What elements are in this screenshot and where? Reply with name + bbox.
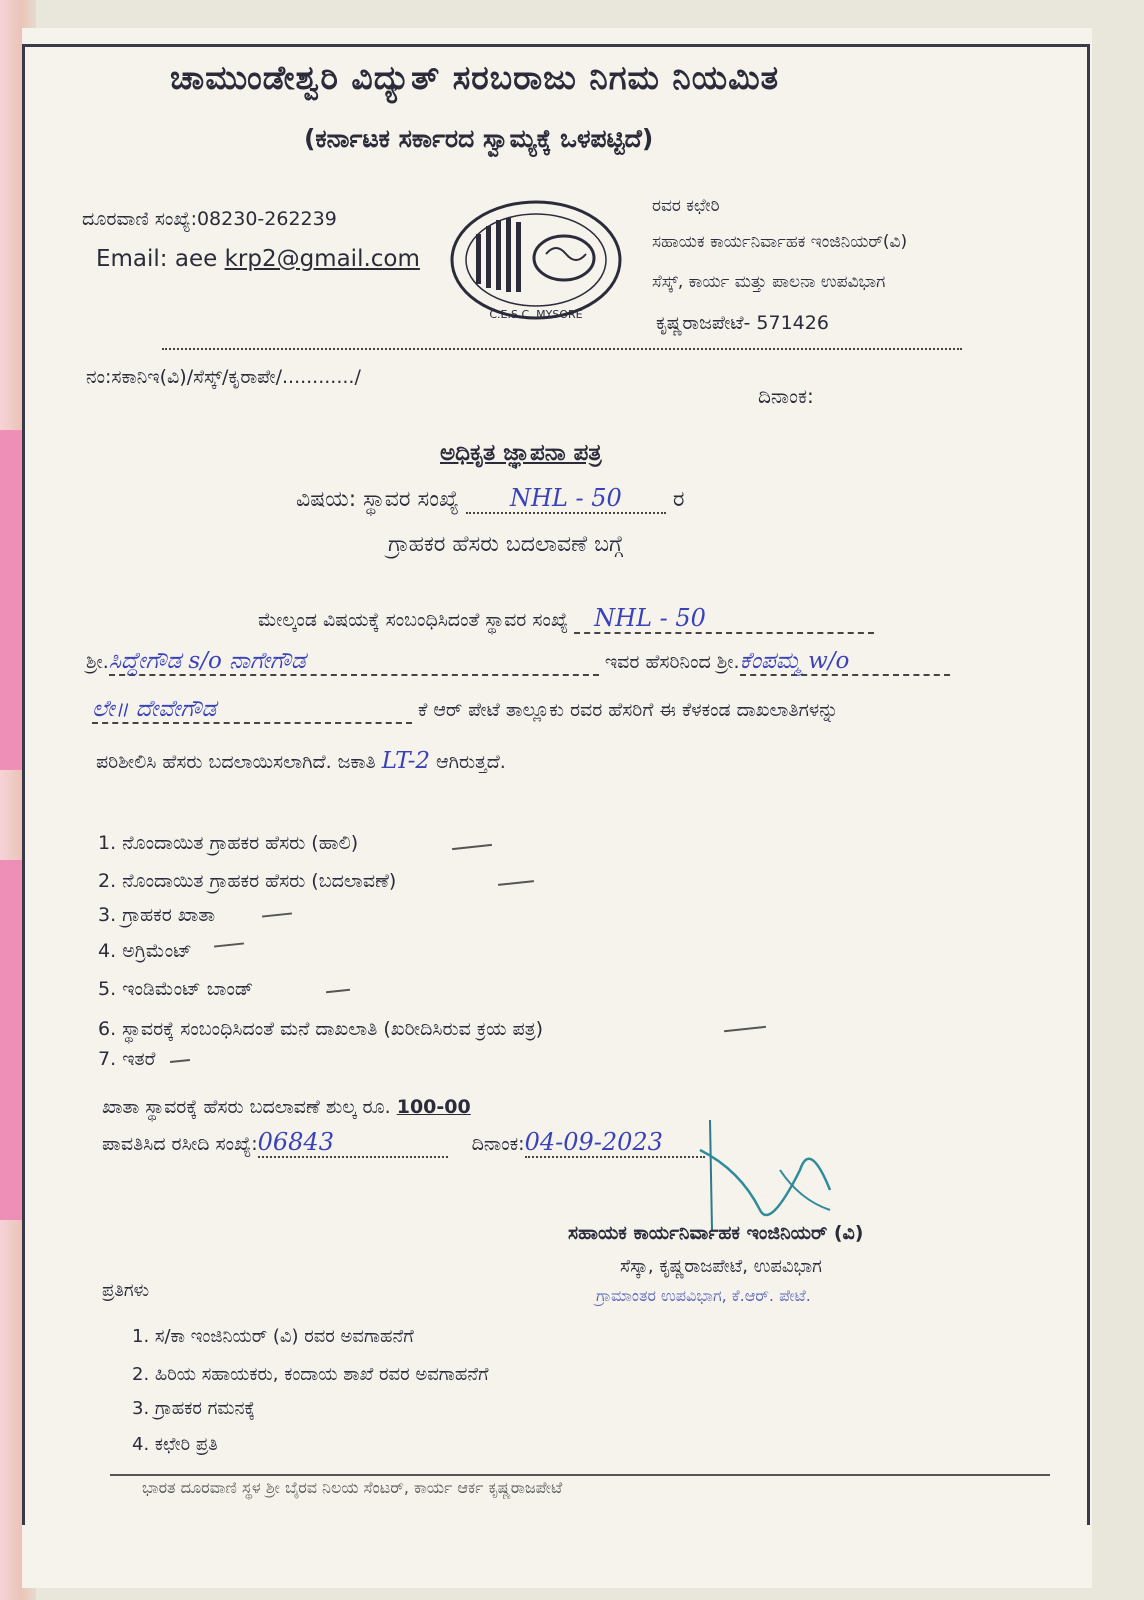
body-line-3-text: ಕೆ ಆರ್ ಪೇಟೆ ತಾಲ್ಲೂಕು ರವರ ಹೆಸರಿಗೆ ಈ ಕೆಳಕಂಡ ದಾಖಲಾತಿಗಳನ್ನು bbox=[418, 699, 839, 721]
email-line bbox=[96, 246, 420, 272]
officer-signature bbox=[690, 1110, 850, 1240]
receipt-date: 04-09-2023 bbox=[525, 1128, 705, 1158]
footer-address: ಭಾರತ ದೂರವಾಣಿ ಸ್ಥಳ ಶ್ರೀ ಬೈರವ ನಿಲಯ ಸೆಂಟರ್, ಕಾರ್ಯ ಆರ್ಕ ಕೃಷ್ಣರಾಜಪೇಟೆ bbox=[142, 1478, 563, 1497]
fee-line bbox=[102, 1096, 471, 1118]
checklist-item: 3. ಗ್ರಾಹಕರ ಖಾತಾ bbox=[98, 904, 216, 926]
subject-line bbox=[296, 484, 685, 514]
body-line-4-text: ಪರಿಶೀಲಿಸಿ ಹೆಸರು ಬದಲಾಯಿಸಲಾಗಿದೆ. ಜಕಾತಿ bbox=[96, 751, 376, 773]
checklist-item: 5. ಇಂಡಿಮೆಂಟ್ ಬಾಂಡ್ bbox=[98, 978, 254, 1000]
office-line-3: ಸೆಸ್ಕ್, ಕಾರ್ಯ ಮತ್ತು ಪಾಲನಾ ಉಪವಿಭಾಗ bbox=[652, 272, 886, 292]
checklist-item: 2. ನೊಂದಾಯಿತ ಗ್ರಾಹಕರ ಹೆಸರು (ಬದಲಾವಣೆ) bbox=[98, 870, 397, 892]
office-line-1: ರವರ ಕಛೇರಿ bbox=[652, 196, 720, 216]
tariff-value: LT-2 bbox=[381, 748, 430, 774]
subject-line-2: ಗ್ರಾಹಕರ ಹೆಸರು ಬದಲಾವಣೆ ಬಗ್ಗೆ bbox=[388, 532, 624, 557]
old-consumer-name: ಸಿದ್ದೇಗೌಡ s/o ನಾಗೇಗೌಡ bbox=[109, 648, 599, 676]
checklist-item: 1. ನೊಂದಾಯಿತ ಗ್ರಾಹಕರ ಹೆಸರು (ಹಾಲಿ) bbox=[98, 832, 359, 854]
phone-line bbox=[82, 208, 337, 230]
receipt-line bbox=[102, 1128, 705, 1158]
body-line-4-suffix: ಆಗಿರುತ್ತದೆ. bbox=[436, 751, 506, 773]
logo-caption: C.E.S.C. MYSORE bbox=[489, 308, 583, 321]
footer-divider bbox=[110, 1474, 1050, 1476]
body-installation-number: NHL - 50 bbox=[574, 604, 874, 634]
cesc-logo bbox=[446, 196, 626, 326]
body-line-1-text: ಮೇಲ್ಕಂಡ ವಿಷಯಕ್ಕೆ ಸಂಬಂಧಿಸಿದಂತೆ ಸ್ಥಾವರ ಸಂಖ್ಯೆ bbox=[258, 609, 569, 631]
memo-heading: ಅಧಿಕೃತ ಜ್ಞಾಪನಾ ಪತ್ರ bbox=[440, 440, 602, 466]
body-line-1 bbox=[258, 604, 874, 634]
date-label: ದಿನಾಂಕ: bbox=[758, 384, 814, 408]
office-line-4: ಕೃಷ್ಣರಾಜಪೇಟೆ- 571426 bbox=[656, 312, 829, 334]
checklist-item: 7. ಇತರೆ bbox=[98, 1048, 156, 1070]
org-subtitle: (ಕರ್ನಾಟಕ ಸರ್ಕಾರದ ಸ್ವಾಮ್ಯಕ್ಕೆ ಒಳಪಟ್ಟಿದೆ) bbox=[304, 124, 654, 153]
body-line-2-prefix: ಶ್ರೀ. bbox=[86, 651, 109, 673]
new-consumer-name: ಕೆಂಪಮ್ಮ w/o bbox=[740, 648, 950, 676]
checklist-item: 6. ಸ್ಥಾವರಕ್ಕೆ ಸಂಬಂಧಿಸಿದಂತೆ ಮನೆ ದಾಖಲಾತಿ (ಖರೀದಿಸಿರುವ ಕ್ರಯ ಪತ್ರ) bbox=[98, 1018, 544, 1040]
copy-recipient: 4. ಕಛೇರಿ ಪ್ರತಿ bbox=[132, 1434, 218, 1455]
subject-prefix: ವಿಷಯ: ಸ್ಥಾವರ ಸಂಖ್ಯೆ bbox=[296, 487, 459, 512]
signatory-title: ಸಹಾಯಕ ಕಾರ್ಯನಿರ್ವಾಹಕ ಇಂಜಿನಿಯರ್ (ವಿ) bbox=[568, 1222, 864, 1244]
body-line-4 bbox=[96, 748, 506, 774]
body-line-2-mid: ಇವರ ಹೆಸರಿನಿಂದ ಶ್ರೀ. bbox=[604, 651, 740, 673]
copy-recipient: 2. ಹಿರಿಯ ಸಹಾಯಕರು, ಕಂದಾಯ ಶಾಖೆ ರವರ ಅವಗಾಹನೆಗೆ bbox=[132, 1364, 489, 1385]
checklist-item: 4. ಅಗ್ರಿಮೆಂಟ್ bbox=[98, 940, 192, 962]
body-line-3 bbox=[92, 696, 838, 724]
header-divider bbox=[162, 348, 962, 350]
phone-number: 08230-262239 bbox=[196, 208, 337, 230]
copy-recipient: 3. ಗ್ರಾಹಕರ ಗಮನಕ್ಕೆ bbox=[132, 1398, 255, 1419]
receipt-label: ಪಾವತಿಸಿದ ರಸೀದಿ ಸಂಖ್ಯೆ: bbox=[102, 1133, 258, 1155]
signatory-office: ಸೆಸ್ಕಾ, ಕೃಷ್ಣರಾಜಪೇಟೆ, ಉಪವಿಭಾಗ bbox=[620, 1256, 822, 1277]
receipt-number: 06843 bbox=[258, 1128, 448, 1158]
subject-installation-number: NHL - 50 bbox=[466, 484, 666, 514]
receipt-date-label: ದಿನಾಂಕ: bbox=[471, 1133, 525, 1155]
body-line-2 bbox=[86, 648, 950, 676]
office-stamp: ಗ್ರಾಮಾಂತರ ಉಪವಿಭಾಗ, ಕೆ.ಆರ್. ಪೇಟೆ. bbox=[596, 1286, 811, 1305]
email-label: Email: aee bbox=[96, 246, 225, 272]
email-address: krp2@gmail.com bbox=[224, 246, 420, 272]
reference-number: ನಂ:ಸಕಾನಿಇ(ವಿ)/ಸೆಸ್ಕ್/ಕೃರಾಪೇ/............/ bbox=[86, 366, 361, 388]
subject-suffix: ರ bbox=[672, 487, 685, 512]
fee-amount: 100-00 bbox=[396, 1096, 471, 1118]
copies-label: ಪ್ರತಿಗಳು bbox=[102, 1280, 150, 1301]
phone-label: ದೂರವಾಣಿ ಸಂಖ್ಯೆ: bbox=[82, 208, 197, 230]
org-name: ಚಾಮುಂಡೇಶ್ವರಿ ವಿದ್ಯುತ್ ಸರಬರಾಜು ನಿಗಮ ನಿಯಮಿತ bbox=[170, 58, 780, 97]
fee-text: ಖಾತಾ ಸ್ಥಾವರಕ್ಕೆ ಹೆಸರು ಬದಲಾವಣೆ ಶುಲ್ಕ ರೂ. bbox=[102, 1096, 391, 1118]
new-consumer-name-cont: ಲೇ॥ ದೇವೇಗೌಡ bbox=[92, 696, 412, 724]
copy-recipient: 1. ಸ/ಕಾ ಇಂಜಿನಿಯರ್ (ವಿ) ರವರ ಅವಗಾಹನೆಗೆ bbox=[132, 1326, 414, 1347]
office-line-2: ಸಹಾಯಕ ಕಾರ್ಯನಿರ್ವಾಹಕ ಇಂಜಿನಿಯರ್(ವಿ) bbox=[652, 232, 908, 252]
